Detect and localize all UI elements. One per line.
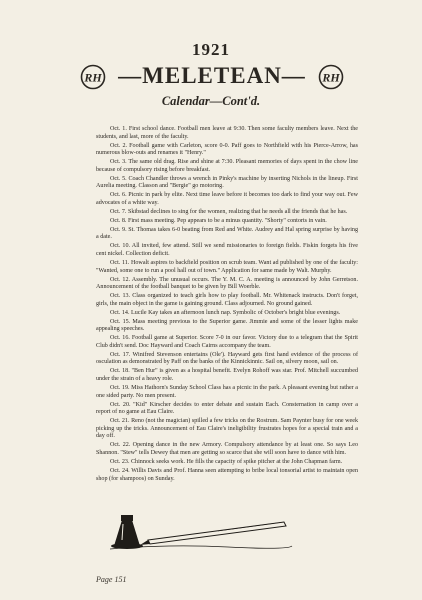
calendar-entry: Oct. 14. Lucile Kay takes an afternoon lunch nap. Symbolic of October's bright blue evenings.: [110, 309, 341, 316]
calendar-entry: Oct. 1. First school dance. Football men leave at 9:30. Then some faculty members leave. Next the students, and last, more of the faculty.: [96, 126, 358, 140]
calendar-entry: Oct. 23. Chinnock seeks work. He fills the capacity of spike pitcher at the John Chapman farm.: [110, 458, 343, 465]
page-year: 1921: [192, 40, 230, 59]
calendar-entry: Oct. 3. The same old drag. Rise and shine at 7:30. Pleasant memories of days spent in the chow line because of compulsory rising before breakfast.: [96, 159, 358, 173]
calendar-entry: Oct. 6. Picnic in park by elite. Next time leave before it becomes too dark to find your way out. Few advocates of a white way.: [96, 192, 358, 206]
calendar-entry: Oct. 10. All invited, few attend. Still we send missionaries to foreign fields. Fiskin forgets his five cent nickel. Collection deficit.: [96, 243, 358, 258]
calendar-entry: Oct. 18. "Ben Hur" is given as a hospital benefit. Evelyn Rohoff was star. Prof. Mitchell succumbed under the strain of a heavy role.: [96, 368, 358, 383]
calendar-entry: Oct. 7. Skibstad declines to sing for the women, realizing that he needs all the friends that he has.: [110, 208, 348, 215]
calendar-entry: Oct. 24. Willis Davis and Prof. Hanna seen attempting to bribe local tonsorial artist to maintain open shop (for shampoos) on Sunday.: [96, 467, 358, 482]
inkwell-icon: [111, 515, 143, 549]
calendar-entry: Oct. 20. "Kid" Kirscher decides to enter debate and sustain Each. Consternation in camp over a report of no game at Eau Claire.: [96, 401, 358, 416]
monogram-left-icon: [80, 64, 106, 90]
calendar-entry: Oct. 22. Opening dance in the new Armory. Compulsory attendance by at least one. So says Leo Shannon. "Stew" tells Dewey that men are getting so scarce that she will soon have to dance with him.: [96, 442, 358, 456]
calendar-entry: Oct. 16. Football game at Superior. Score 7-0 in our favor. Victory due to a telegram that the Spirit Club didn't send. Doc Hayward and Coach Cairns accompany the team.: [96, 335, 358, 349]
calendar-entry: Oct. 13. Class organized to teach girls how to play football. Mr. Whitenack instructs. Don't forget, girls, the main object in the game is gaining ground. Class adjourned. No ground gained.: [96, 293, 358, 307]
calendar-entry: Oct. 9. St. Thomas takes 6-0 beating from Red and White. Audrey and Hal spring surprise by having a date.: [96, 226, 358, 241]
monogram-left-text: RH: [84, 70, 102, 85]
section-subtitle: Calendar—Cont'd.: [161, 94, 261, 108]
masthead: [0, 62, 422, 92]
calendar-entries: [96, 126, 358, 485]
calendar-entry: Oct. 15. Mass meeting previous to the Superior game. Jimmie and some of the lesser lights make appealing speeches.: [96, 318, 358, 333]
monogram-right-text: RH: [322, 70, 340, 85]
calendar-entry: Oct. 11. Howalt aspires to backfield position on scrub team. Want ad published by one of the faculty: "Wanted, some one to run a pool hall out of town." Application for same made by Walt. Murphy.: [96, 260, 358, 274]
calendar-entry: Oct. 17. Winifred Stevenson entertains (Ole'). Hayward gets first hand evidence of the process of osculation as demonstrated by Paff on the banks of the Kinnickinnic. Sail on, silvery moon, sail on.: [96, 351, 358, 366]
monogram-right-icon: [318, 64, 344, 90]
calendar-entry: Oct. 8. First mass meeting. Pep appears to be a minus quantity. "Shorty" contorts in vain.: [110, 217, 327, 224]
calendar-entry: Oct. 19. Miss Hathorn's Sunday School Class has a picnic in the park. A pleasant evening but rather a one sided party. No men present.: [96, 385, 358, 399]
calendar-entry: Oct. 12. Assembly. The unusual occurs. The Y. M. C. A. meeting is announced by John Gerretson. Announcement of the football banquet to be given by Bill Woerble.: [96, 276, 358, 291]
inkwell-and-pen-illustration: [108, 500, 294, 552]
calendar-entry: Oct. 5. Coach Chandler throws a wrench in Pinky's machine by inserting Nichols in the lineup. First Aurelia meeting. Classon and "Bergie" go motoring.: [96, 175, 358, 190]
calendar-entry: Oct. 21. Reno (not the magician) spilled a few tricks on the Rostrum. Sam Paynter busy for one week picking up the tricks. Announcement of Eau Claire's ineligibility frustrates hopes for a special train and a day off.: [96, 418, 358, 440]
page-number: Page 151: [96, 575, 127, 584]
masthead-title: —MELETEAN—: [118, 63, 306, 88]
calendar-entry: Oct. 2. Football game with Carleton, score 0-0. Paff goes to Northfield with his Pierce-Arrow, has numerous blow-outs and renames it "Henry.": [96, 142, 358, 157]
pen-icon: [140, 522, 286, 545]
